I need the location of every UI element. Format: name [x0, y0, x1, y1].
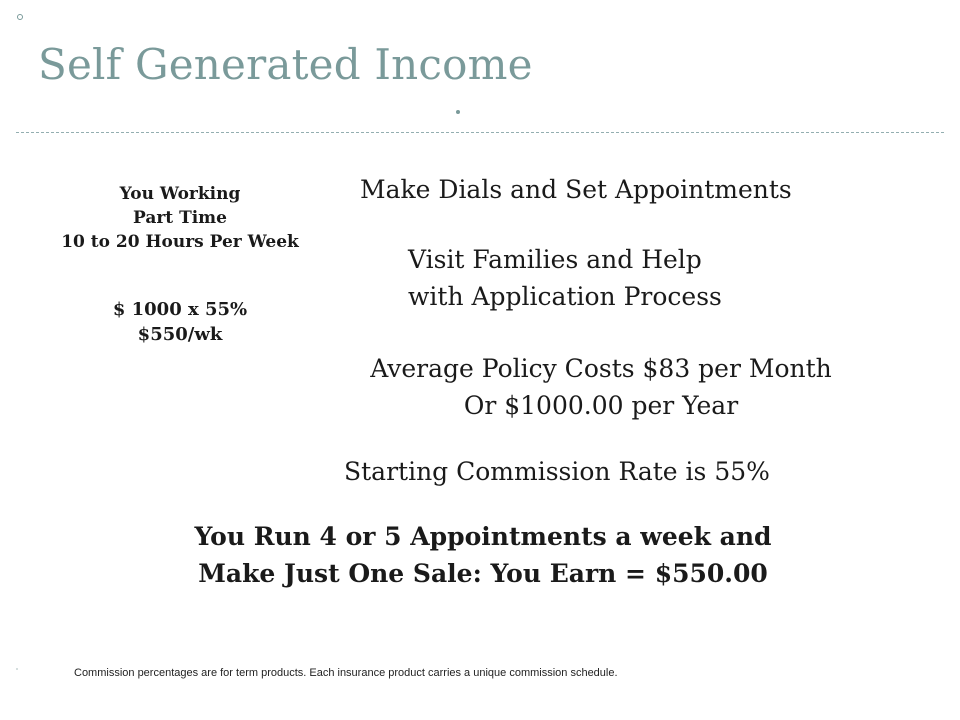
corner-dot-icon: [16, 668, 18, 670]
avg-line-1: Average Policy Costs $83 per Month: [370, 354, 832, 383]
footnote: Commission percentages are for term products. Each insurance product carries a unique commission schedule.: [74, 667, 618, 679]
left-panel: [30, 182, 330, 347]
visit-line-2: with Application Process: [408, 282, 722, 311]
visit-line-1: Visit Families and Help: [408, 245, 702, 274]
item-make-dials: Make Dials and Set Appointments: [360, 175, 792, 204]
summary-block: [120, 518, 846, 592]
item-commission-rate: Starting Commission Rate is 55%: [344, 457, 770, 486]
left-line-1: You Working: [119, 184, 241, 204]
summary-line-2: Make Just One Sale: You Earn = $550.00: [198, 559, 768, 588]
calc-line-2: $550/wk: [137, 324, 223, 345]
item-visit-families: [408, 241, 722, 315]
slide-title: Self Generated Income: [38, 40, 533, 89]
avg-line-2: Or $1000.00 per Year: [463, 391, 739, 420]
left-line-3: 10 to 20 Hours Per Week: [61, 232, 299, 252]
calc-line-1: $ 1000 x 55%: [112, 299, 248, 320]
item-average-policy: [344, 350, 858, 424]
summary-line-1: You Run 4 or 5 Appointments a week and: [194, 522, 772, 551]
left-line-2: Part Time: [133, 208, 227, 228]
left-spacer: [30, 254, 330, 297]
corner-bullet-icon: [17, 14, 23, 20]
title-dot-icon: [456, 110, 460, 114]
title-divider: [16, 132, 944, 133]
